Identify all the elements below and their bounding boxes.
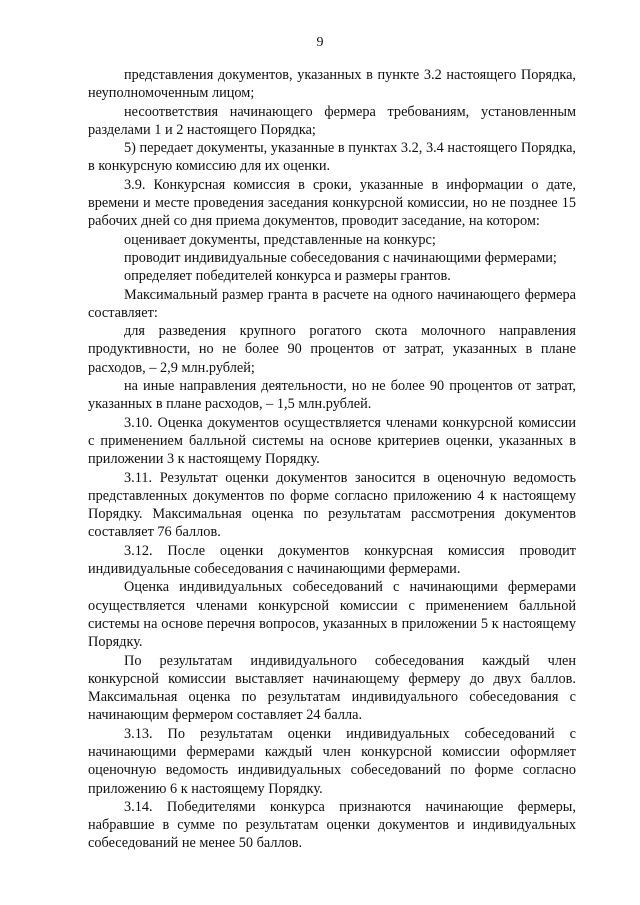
paragraph: 5) передает документы, указанные в пунктах 3.2, 3.4 настоящего Порядка, в конкурсную комиссию для их оценки. (88, 140, 576, 175)
paragraph: 3.10. Оценка документов осуществляется членами конкурсной комиссии с применением балльной системы на основе критериев оценки, указанных в приложении 3 к настоящему Порядку. (88, 414, 576, 468)
paragraph: 3.11. Результат оценки документов заносится в оценочную ведомость представленных документов по форме согласно приложению 4 к настоящему Порядку. Максимальная оценка по результатам рассмотрения документов составляет 76 баллов. (88, 469, 576, 541)
paragraph: проводит индивидуальные собеседования с начинающими фермерами; (124, 249, 557, 266)
paragraph: 3.9. Конкурсная комиссия в сроки, указанные в информации о дате, времени и месте проведения заседания конкурсной комиссии, но не позднее 15 рабочих дней со дня приема документов, проводит заседание, на котором: (88, 176, 576, 230)
paragraph: определяет победителей конкурса и размеры грантов. (124, 268, 451, 285)
paragraph: Оценка индивидуальных собеседований с начинающими фермерами осуществляется членами конкурсной комиссии с применением балльной системы на основе перечня вопросов, указанных в приложении 5 к настоящему Порядку. (88, 579, 576, 651)
paragraph: для разведения крупного рогатого скота молочного направления продуктивности, но не более 90 процентов от затрат, указанных в плане расходов, – 2,9 млн.рублей; (88, 323, 576, 376)
paragraph: Максимальный размер гранта в расчете на одного начинающего фермера составляет: (88, 286, 576, 321)
paragraph: представления документов, указанных в пункте 3.2 настоящего Порядка, неуполномоченным лицом; (88, 67, 576, 102)
paragraph: на иные направления деятельности, но не более 90 процентов от затрат, указанных в плане расходов, – 1,5 млн.рублей. (88, 378, 576, 413)
paragraph: 3.12. После оценки документов конкурсная комиссия проводит индивидуальные собеседования с начинающими фермерами. (88, 542, 576, 578)
page-number: 9 (316, 35, 324, 50)
paragraph: оценивает документы, представленные на конкурс; (124, 231, 436, 248)
paragraph: 3.13. По результатам оценки индивидуальных собеседований с начинающими фермерами каждый член конкурсной комиссии оформляет оценочную ведомость индивидуальных собеседований по форме согласно приложению 6 к настоящему Порядку. (88, 725, 576, 797)
paragraph: 3.14. Победителями конкурса признаются начинающие фермеры, набравшие в сумме по результатам оценки документов и индивидуальных собеседований не менее 50 баллов. (88, 798, 576, 852)
paragraph: По результатам индивидуального собеседования каждый член конкурсной комиссии выставляет начинающему фермеру до двух баллов. Максимальная оценка по результатам индивидуального собеседования с начинающим фермером составляет 24 балла. (88, 652, 576, 724)
document-body (88, 66, 576, 853)
paragraph: несоответствия начинающего фермера требованиям, установленным разделами 1 и 2 настоящего Порядка; (88, 103, 576, 138)
